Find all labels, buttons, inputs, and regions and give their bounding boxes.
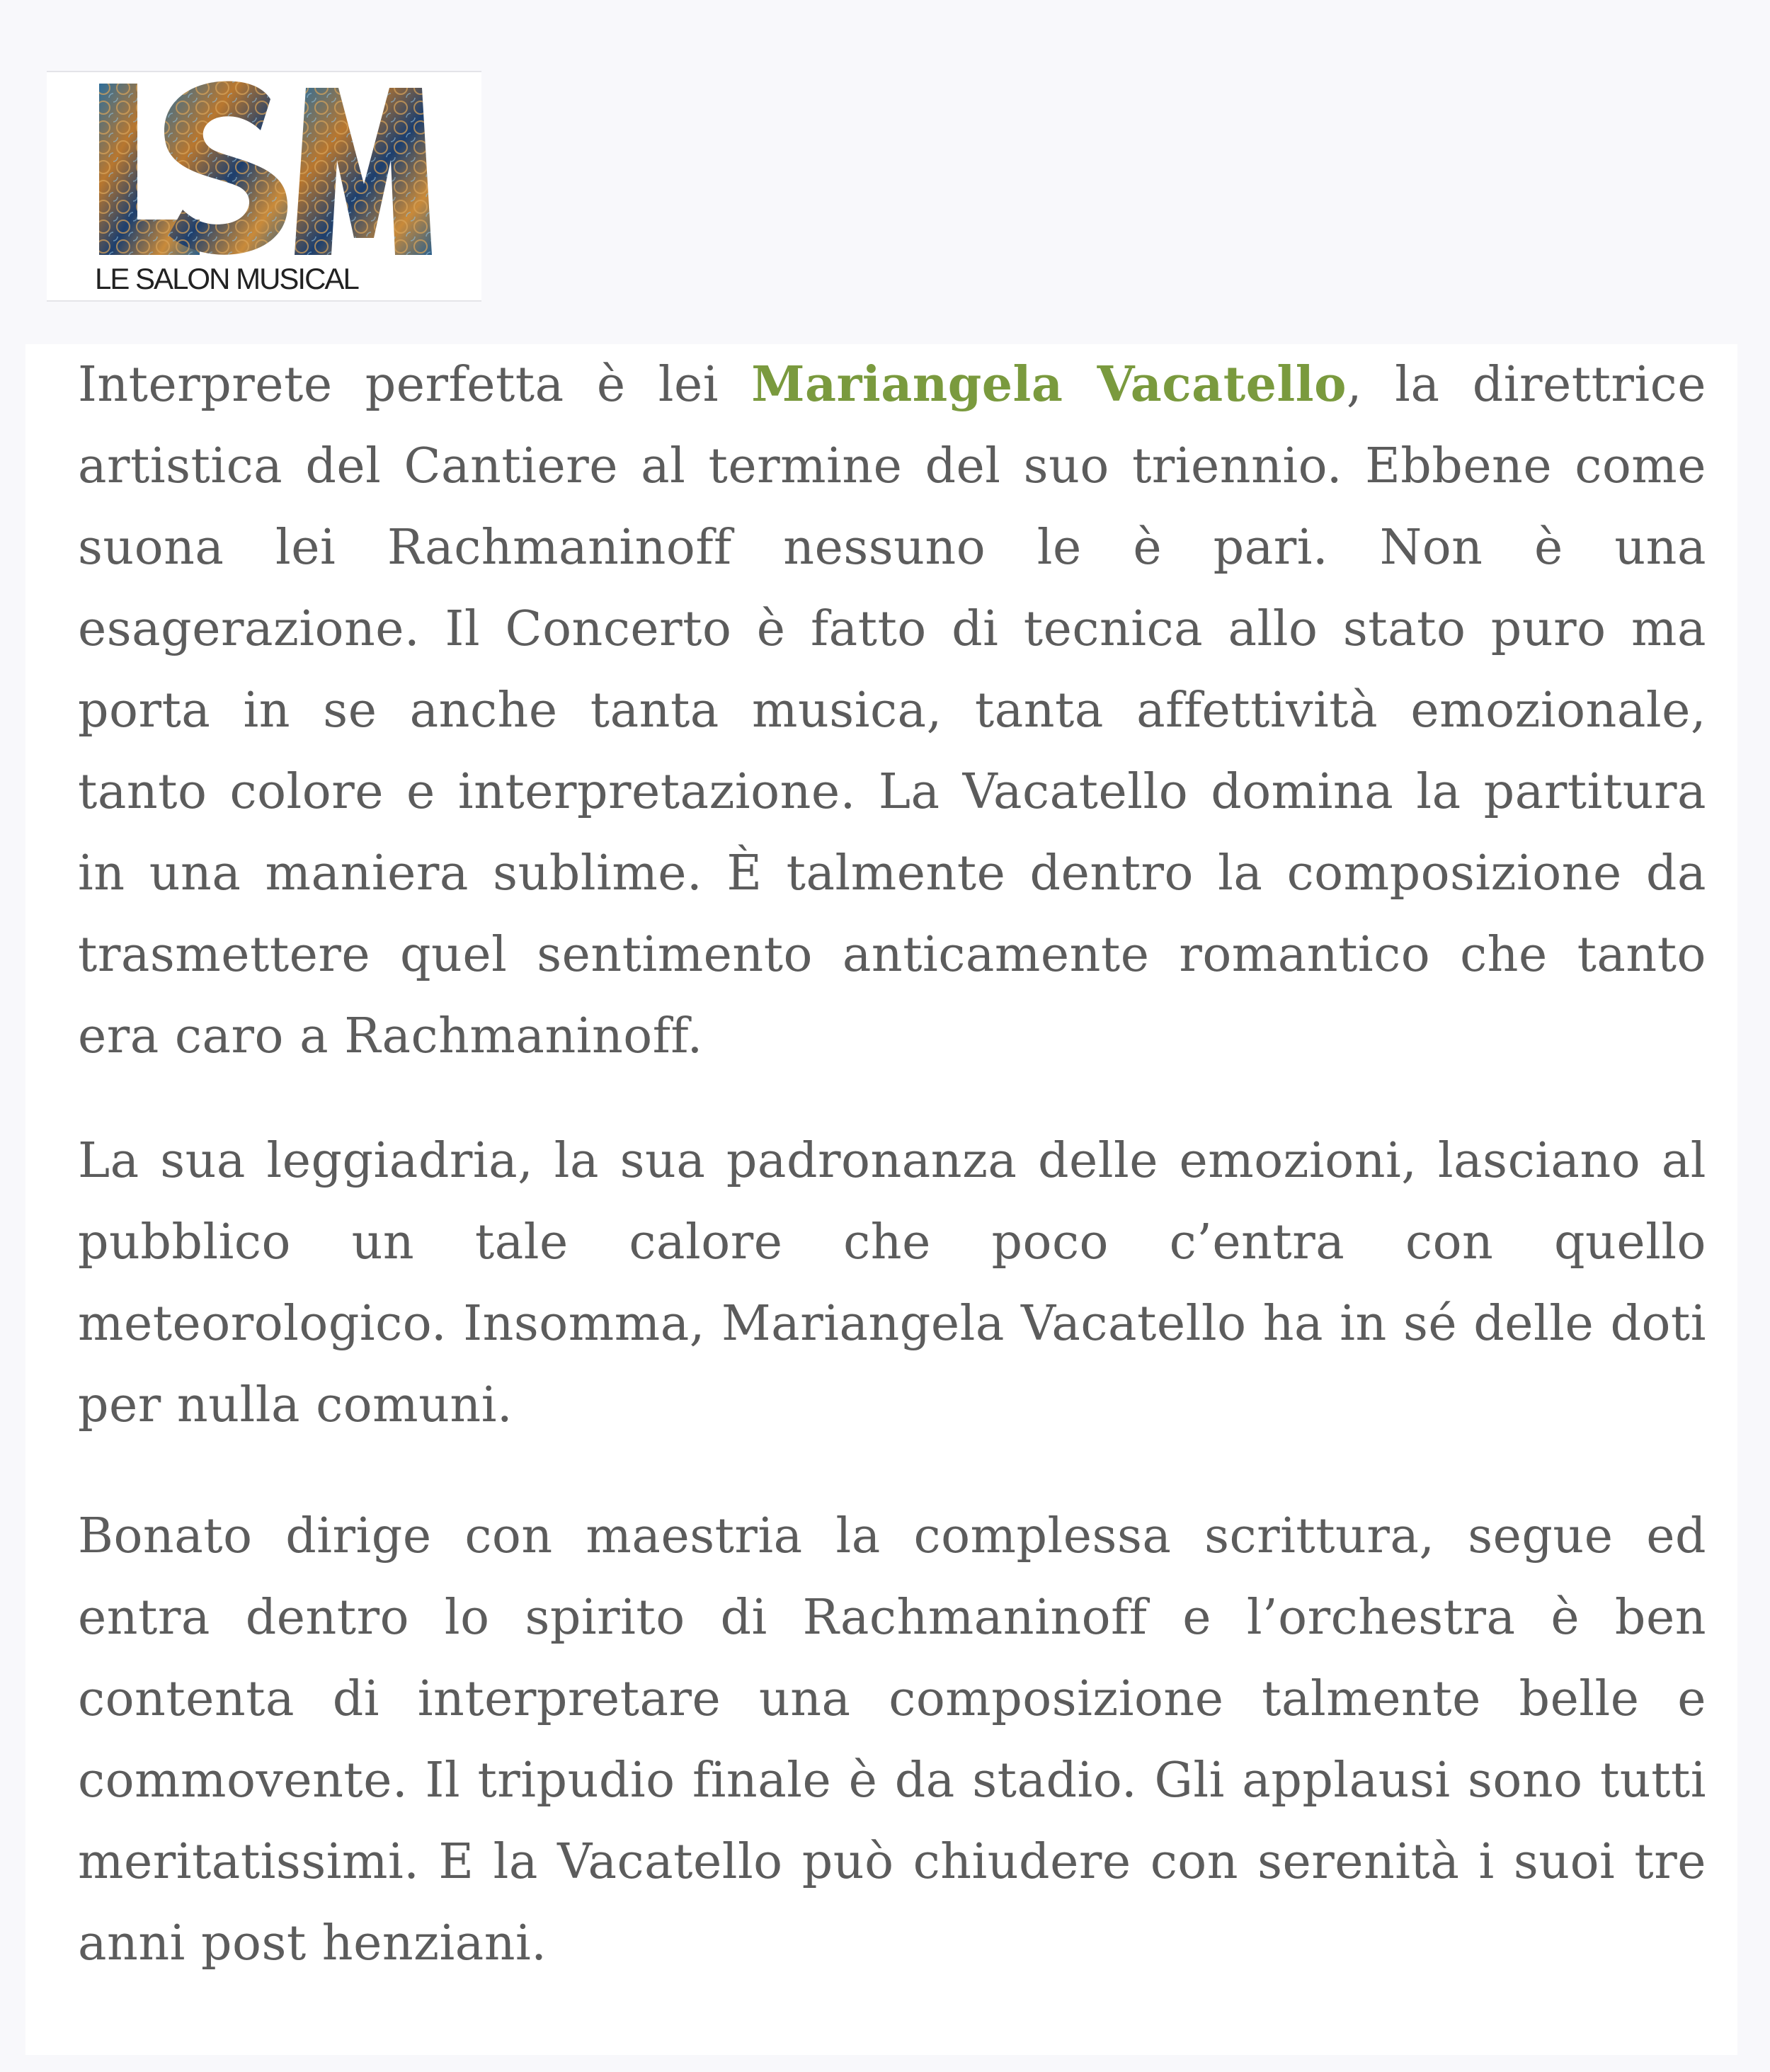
article-body bbox=[25, 344, 1737, 2055]
letter-s-shape bbox=[164, 81, 287, 255]
letter-m-shape bbox=[295, 88, 432, 255]
logo-wordmark: LE SALON MUSICAL bbox=[95, 262, 358, 295]
paragraph-1-body: , la direttrice artistica del Cantiere al termine del suo triennio. Ebbene come suona lei Rachmaninoff nessuno le è pari. Non è una esagerazione. Il Concerto è fatto di tecnica allo stato puro ma porta in se anche tanta musica, tanta affettività emozionale, tanto colore e interpretazione. La Vacatello domina la partitura in una maniera sublime. È talmente dentro la composizione da trasmettere quel sentimento anticamente romantico che tanto era caro a Rachmaninoff. bbox=[78, 357, 1706, 1064]
paragraph-1-intro: Interprete perfetta è lei bbox=[78, 357, 752, 413]
lsm-monogram-graphic bbox=[93, 78, 433, 263]
article-paragraph-2: La sua leggiadria, la sua padronanza delle emozioni, lasciano al pubblico un tale calore che poco c’entra con quello meteorologico. Insomma, Mariangela Vacatello ha in sé delle doti per nulla comuni. bbox=[78, 1133, 1706, 1433]
article-paragraph-3: Bonato dirige con maestria la complessa scrittura, segue ed entra dentro lo spirito di Rachmaninoff e l’orchestra è ben contenta di interpretare una composizione talmente belle e commovente. Il tripudio finale è da stadio. Gli applausi sono tutti meritatissimi. E la Vacatello può chiudere con serenità i suoi tre anni post henziani. bbox=[78, 1508, 1706, 1971]
article-paragraph-1 bbox=[78, 344, 1706, 1077]
mariangela-vacatello-link[interactable]: Mariangela Vacatello bbox=[751, 356, 1347, 413]
site-logo[interactable] bbox=[47, 71, 481, 302]
